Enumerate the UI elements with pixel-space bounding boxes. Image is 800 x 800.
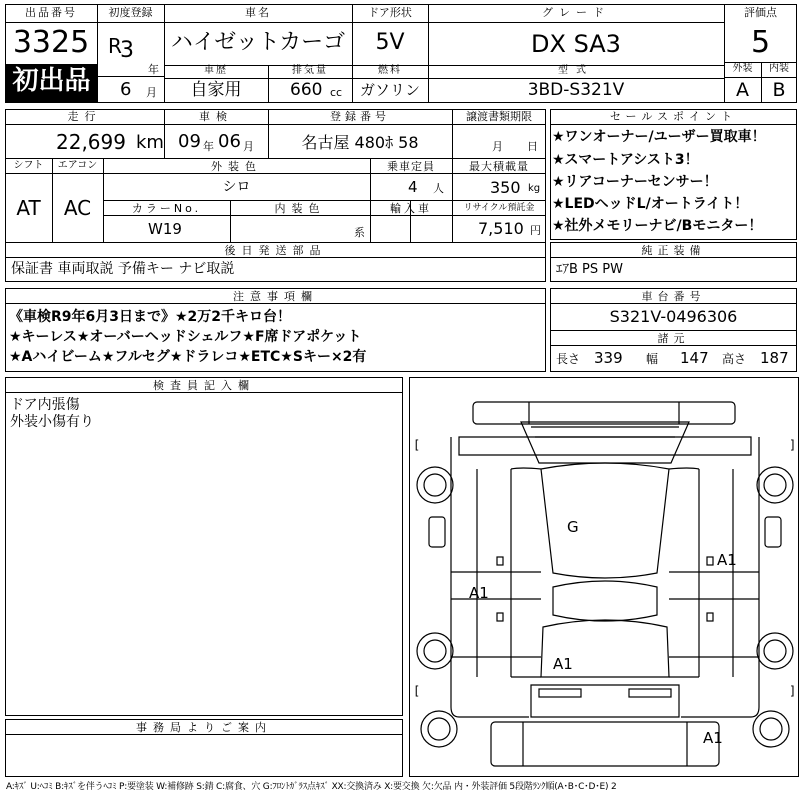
ext-color-label: 外装色 [211, 160, 262, 173]
door-label: ドア形状 [368, 6, 412, 19]
mirror-left [429, 517, 445, 547]
displacement: 660 [290, 80, 323, 100]
rear-panel [491, 722, 719, 766]
front-panel [459, 437, 751, 455]
ext-color: シロ [222, 179, 251, 195]
wheel-front-left [417, 467, 453, 503]
chassis-label: 車台番号 [641, 290, 706, 303]
load-label: 最大積載量 [469, 160, 529, 173]
score-label: 評価点 [744, 6, 777, 19]
equipment-label: 純正装備 [641, 244, 706, 257]
dimensions-label: 諸元 [657, 332, 690, 345]
fuel-label: 燃料 [378, 65, 402, 76]
car-name: ハイゼットカーゴ [170, 30, 346, 55]
legend: A:ｷｽﾞ U:ﾍｺﾐ B:ｷｽﾞを伴うﾍｺﾐ P:要塗装 W:補修跡 S:錆 C:腐食、穴 G:ﾌﾛﾝﾄｶﾞﾗｽ点ｷｽﾞ XX:交換済み X:要交換 欠:欠品 内・外装評価 5段階ﾗﾝｸ順(A･B･C･D･E) 2 [6, 782, 617, 792]
lot-number: 3325 [12, 25, 90, 60]
history: 自家用 [190, 80, 242, 100]
front-top-edge [473, 402, 735, 424]
reg-month-unit: 月 [146, 86, 157, 99]
mileage: 22,699 [56, 130, 126, 154]
mirror-right [765, 517, 781, 547]
recycle-label: リサイクル預託金 [463, 203, 535, 213]
body-left [451, 437, 541, 717]
doc-day-unit: 日 [527, 140, 538, 153]
color-no-label: カラーNo. [131, 202, 202, 215]
capacity-unit: 人 [433, 182, 444, 195]
reg-year-unit: 年 [148, 63, 159, 76]
bracket: [ [413, 684, 421, 698]
sales-point: ★ワンオーナー/ユーザー買取車！ [552, 129, 766, 145]
lot-label: 出品番号 [25, 6, 77, 19]
wheel-spare-right [753, 711, 789, 747]
notes-line: 《車検R9年6月3日まで》★2万2千キロ台！ [9, 309, 292, 325]
plate-label: 登録番号 [330, 110, 390, 123]
sales-point: ★リアコーナーセンサー！ [552, 174, 718, 190]
notes-label: 注意事項欄 [233, 290, 318, 303]
door-type: 5V [375, 30, 405, 55]
shaken-year-unit: 年 [203, 140, 214, 153]
shaken-year: 09 [178, 131, 201, 152]
mileage-unit: km [136, 132, 164, 153]
sales-point: ★LEDヘッドL/オートライト！ [552, 196, 749, 212]
int-grade-label: 内装 [769, 63, 789, 74]
equipment-items: ｴｱB PS PW [556, 262, 623, 277]
wheel-front-right [757, 467, 793, 503]
reg-month: 6 [120, 79, 132, 100]
plate: 名古屋 480ﾎ 58 [301, 133, 419, 152]
windshield [521, 422, 689, 463]
fuel: ガソリン [359, 81, 420, 99]
inspector-note: ドア内張傷 [10, 397, 80, 413]
history-label: 車歴 [204, 65, 228, 76]
damage-mark-right-door: A1 [717, 551, 737, 569]
length: 339 [594, 349, 623, 367]
damage-mark-rear: A1 [553, 655, 573, 673]
car-diagram [411, 377, 799, 777]
first-listing-text: 初出品 [12, 66, 91, 96]
length-label: 長さ [556, 352, 581, 366]
car-name-label: 車名 [245, 6, 271, 19]
wheel-rear-left [417, 633, 453, 669]
era: R [108, 34, 122, 58]
int-color-label: 内装色 [274, 202, 326, 215]
rear-hatch [553, 581, 657, 621]
width-label: 幅 [646, 352, 659, 366]
displacement-label: 排気量 [292, 65, 328, 76]
bracket: ] [789, 438, 797, 452]
inspector-label: 検査員記入欄 [153, 379, 255, 392]
damage-mark-left-rear: A1 [469, 584, 489, 602]
model-label: 型式 [558, 65, 594, 76]
inspector-note: 外装小傷有り [10, 414, 94, 430]
mileage-label: 走行 [67, 110, 102, 123]
registration-label: 初度登録 [108, 6, 153, 19]
shaken-month-unit: 月 [243, 140, 254, 153]
sales-point: ★スマートアシスト3！ [552, 152, 699, 168]
displacement-unit: cc [330, 86, 343, 99]
width: 147 [680, 349, 709, 367]
sales-point: ★社外メモリーナビ/Bモニター！ [552, 218, 763, 234]
grade-label: グレード [542, 6, 610, 19]
bracket: [ [413, 438, 421, 452]
damage-mark-roof: G [567, 518, 579, 536]
body-right [669, 437, 759, 717]
capacity: 4 [408, 178, 418, 196]
int-color-suffix: 系 [354, 226, 365, 239]
roof [541, 463, 669, 578]
sales-points-label: セールスポイント [609, 110, 737, 123]
chassis-number: S321V-0496306 [609, 307, 738, 326]
height-label: 高さ [722, 352, 747, 366]
model-code: 3BD-S321V [527, 80, 625, 100]
ext-grade: A [736, 79, 749, 101]
color-no: W19 [148, 220, 182, 238]
ext-grade-label: 外装 [732, 63, 753, 74]
office-label: 事務局よりご案内 [136, 721, 272, 734]
later-parts-label: 後日発送部品 [224, 244, 327, 257]
notes-line: ★キーレス★オーバーヘッドシェルフ★F席ドアポケット [9, 329, 362, 345]
wheel-rear-right [757, 633, 793, 669]
rear-bumper [531, 685, 679, 717]
shaken-month: 06 [218, 131, 241, 152]
load-unit: kg [528, 183, 541, 194]
bracket: ] [789, 684, 797, 698]
reg-year: 3 [120, 38, 134, 63]
later-parts: 保証書 車両取説 予備キー ナビ取説 [11, 261, 235, 277]
doc-month-unit: 月 [492, 140, 503, 153]
int-grade: B [772, 79, 786, 101]
shift-label: シフト [13, 160, 44, 171]
shift: AT [16, 196, 41, 220]
recycle: 7,510 [478, 219, 524, 238]
wheel-spare-left [421, 711, 457, 747]
score: 5 [750, 25, 771, 60]
grade: DX SA3 [531, 30, 621, 58]
recycle-unit: 円 [530, 224, 541, 237]
shaken-label: 車検 [199, 110, 233, 123]
ac-label: エアコン [57, 160, 98, 171]
doc-deadline-label: 譲渡書類期限 [466, 110, 532, 123]
damage-mark-rear-bumper: A1 [703, 729, 723, 747]
notes-line: ★Aハイビーム★フルセグ★ドラレコ★ETC★Sキー×2有 [9, 349, 367, 365]
height: 187 [760, 349, 789, 367]
ac: AC [63, 196, 92, 220]
import-label: 輸入車 [390, 202, 432, 215]
load: 350 [490, 178, 521, 197]
capacity-label: 乗車定員 [387, 160, 435, 173]
